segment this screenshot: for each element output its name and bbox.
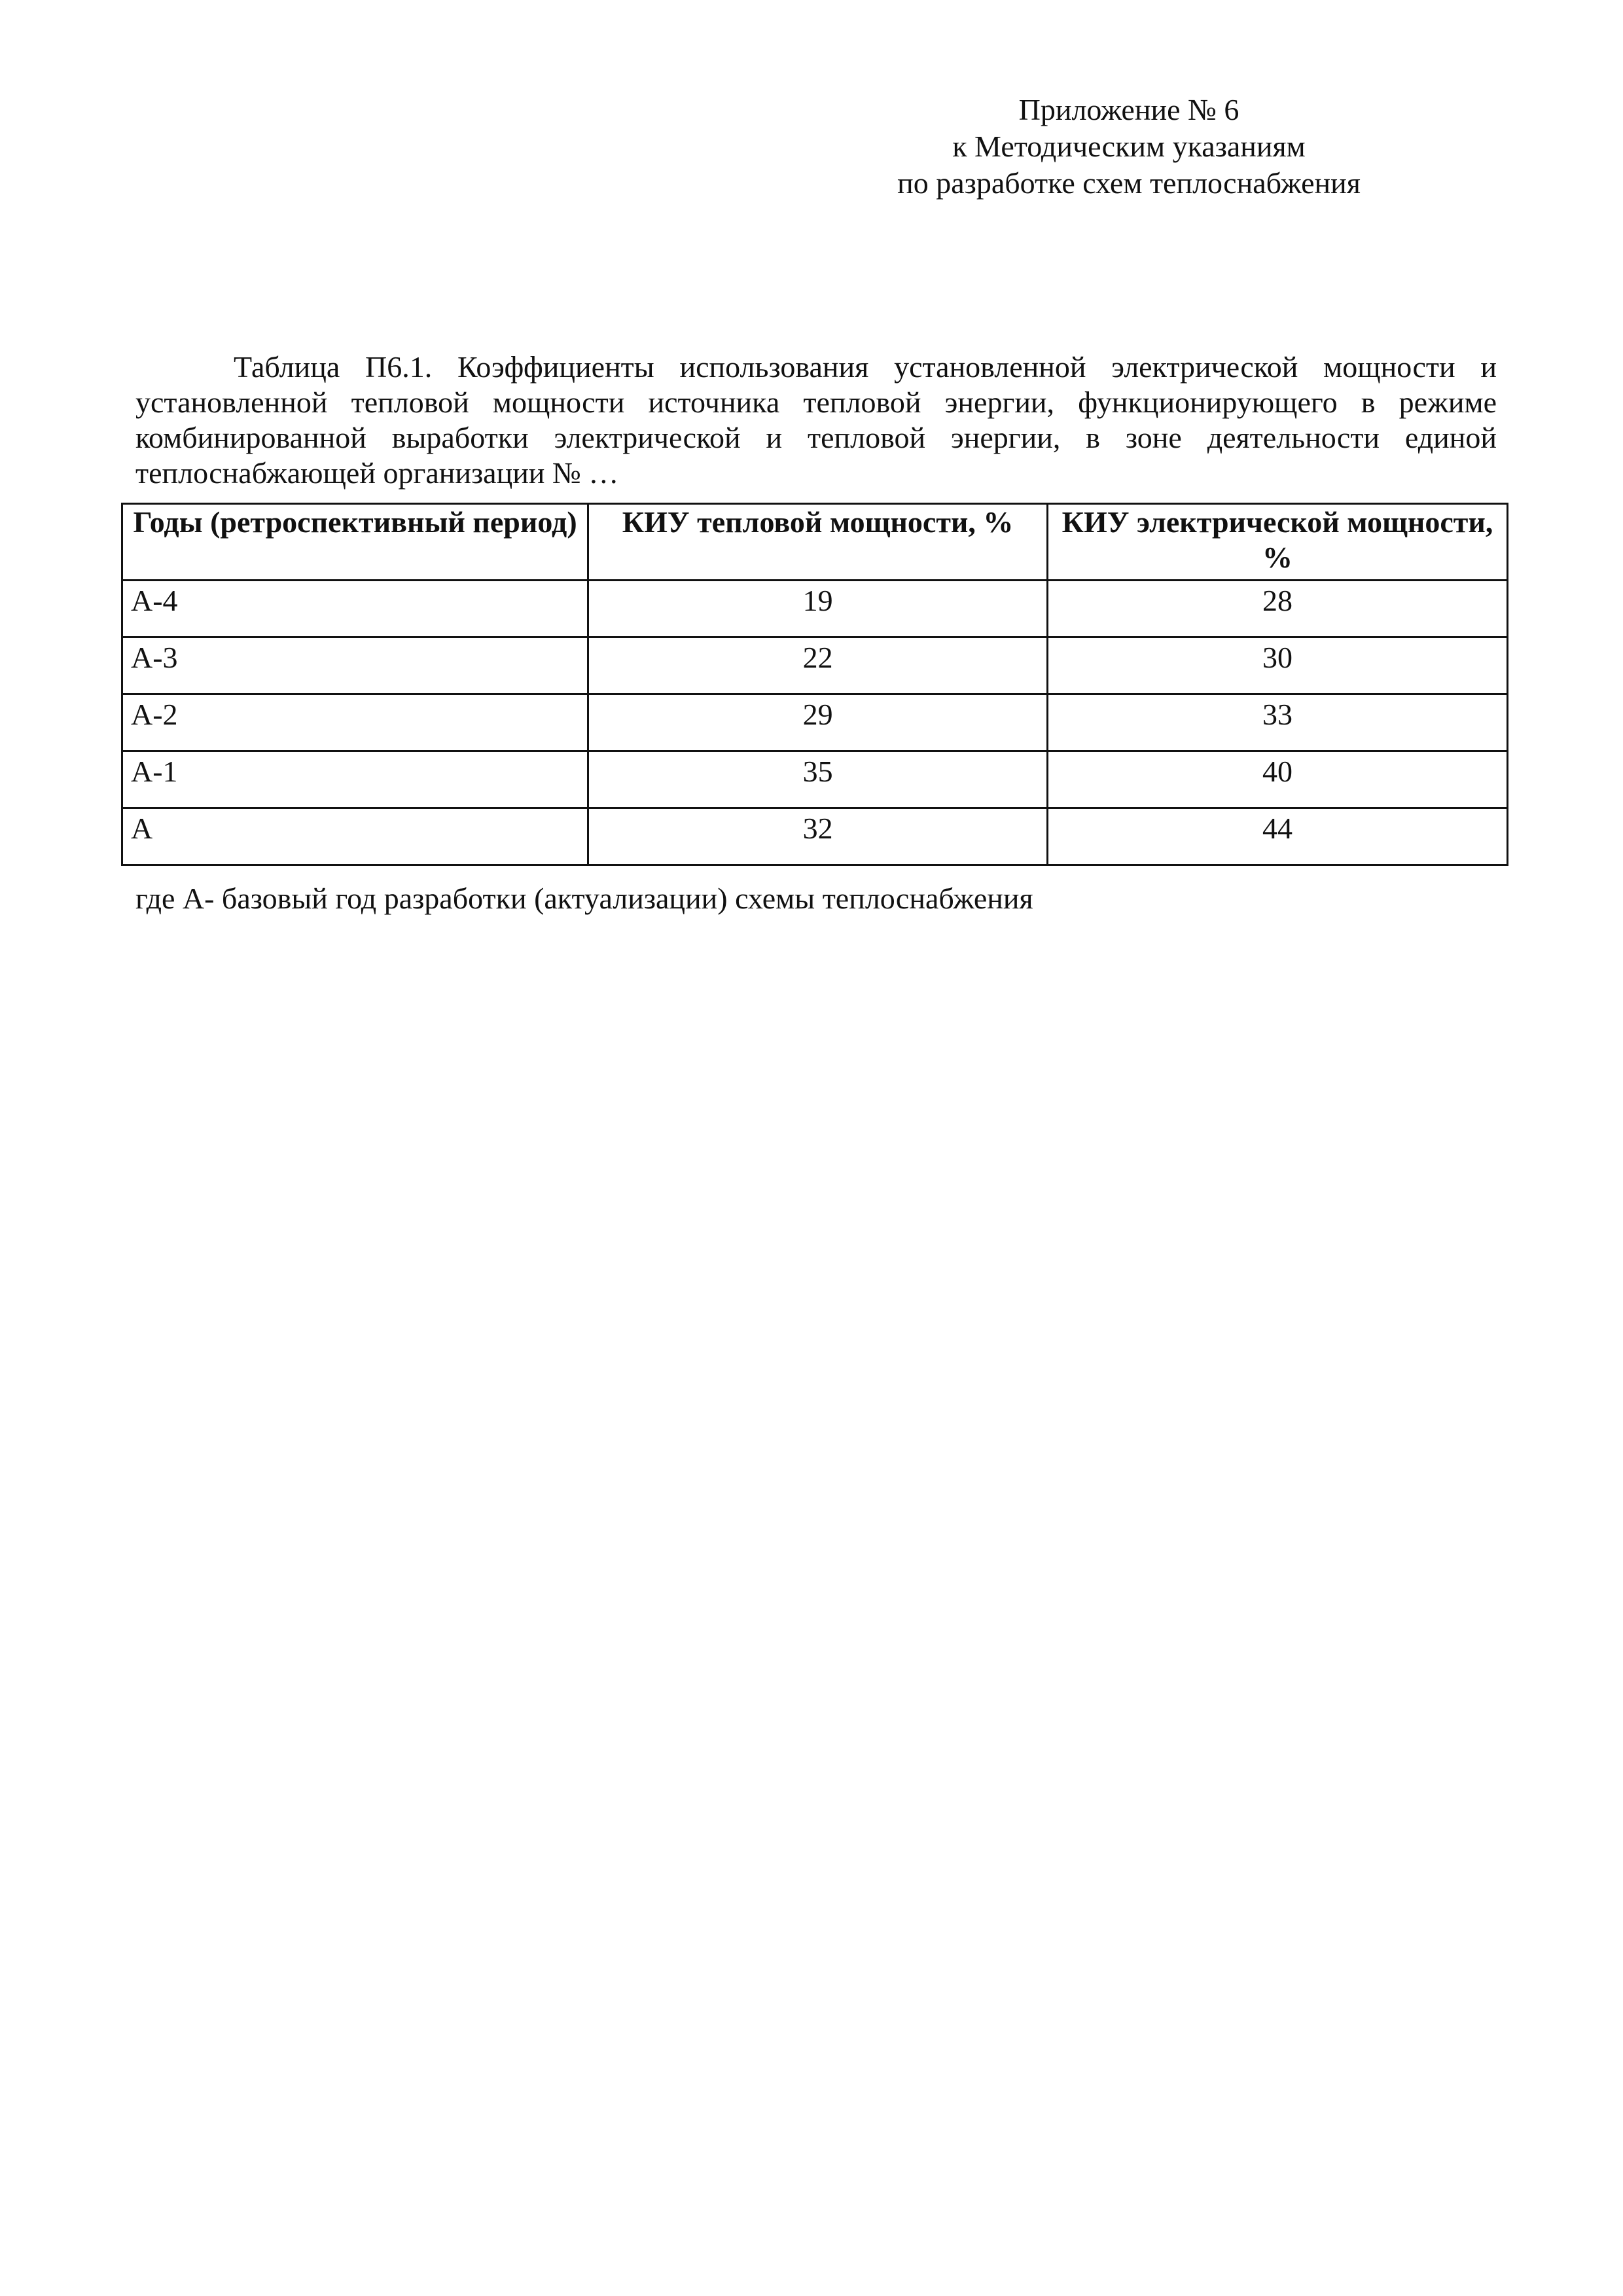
- appendix-number: Приложение № 6: [1018, 93, 1240, 126]
- cell-electric: 44: [1047, 808, 1507, 865]
- cell-heat: 29: [588, 694, 1048, 751]
- kiu-table: [121, 503, 1508, 866]
- cell-heat: 19: [588, 581, 1048, 637]
- table-footnote: где А- базовый год разработки (актуализации) схемы теплоснабжения: [135, 882, 1033, 915]
- cell-year: А-4: [122, 581, 588, 637]
- table-row: [122, 751, 1508, 808]
- appendix-header: [851, 92, 1407, 202]
- table-row: [122, 694, 1508, 751]
- cell-year: А-2: [122, 694, 588, 751]
- header-years: Годы (ретроспективный период): [122, 504, 588, 581]
- cell-electric: 28: [1047, 581, 1507, 637]
- table-header-row: [122, 504, 1508, 581]
- cell-year: А: [122, 808, 588, 865]
- cell-electric: 30: [1047, 637, 1507, 694]
- cell-heat: 32: [588, 808, 1048, 865]
- header-heat-kiu: КИУ тепловой мощности, %: [588, 504, 1048, 581]
- cell-heat: 35: [588, 751, 1048, 808]
- cell-electric: 40: [1047, 751, 1507, 808]
- header-electric-kiu: КИУ электрической мощности, %: [1047, 504, 1507, 581]
- table-row: [122, 581, 1508, 637]
- appendix-reference: к Методическим указаниям: [952, 130, 1306, 163]
- appendix-subject: по разработке схем теплоснабжения: [897, 166, 1361, 200]
- table-caption: Таблица П6.1. Коэффициенты использования установленной электрической мощности и установленной тепловой мощности источника тепловой энергии, функционирующего в режиме комбинированной выработки электрической и тепловой энергии, в зоне деятельности единой теплоснабжающей организации № …: [135, 350, 1497, 490]
- cell-heat: 22: [588, 637, 1048, 694]
- cell-year: А-1: [122, 751, 588, 808]
- cell-year: А-3: [122, 637, 588, 694]
- table-row: [122, 808, 1508, 865]
- table-row: [122, 637, 1508, 694]
- cell-electric: 33: [1047, 694, 1507, 751]
